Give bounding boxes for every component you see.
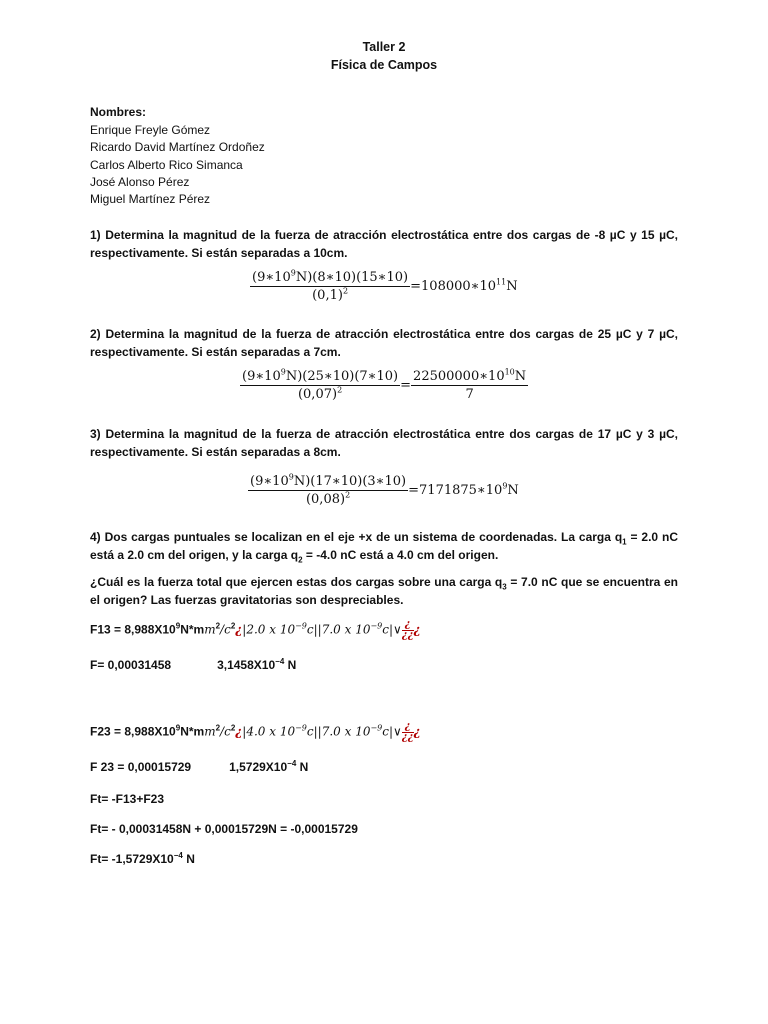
name-item: Enrique Freyle Gómez <box>90 123 211 137</box>
name-item: Miguel Martínez Pérez <box>90 192 211 206</box>
problem-4-question: ¿Cuál es la fuerza total que ejercen estas dos cargas sobre una carga $q_3 = 7.0$ nC que se encuentra en el origen? Las fuerzas gravitatorias son despreciables. <box>90 575 678 607</box>
name-item: José Alonso Pérez <box>90 175 190 189</box>
ft-formula: Ft= -F13+F23 <box>90 792 165 806</box>
name-item: Carlos Alberto Rico Simanca <box>90 158 243 172</box>
f23-equation: $F23 = 8,988X10^9N*mm^2/c^2¿|4.0$ x $10^{-9}c||7.0$ x $10^{-9}c|\vee$ $\frac{¿}{¿¿}$ ¿ <box>90 721 421 743</box>
name-item: Ricardo David Martínez Ordoñez <box>90 140 265 154</box>
document-title: Taller 2 <box>362 40 406 54</box>
problem-1-text: 1) Determina la magnitud de la fuerza de atracción electrostática entre dos cargas de -8 µC y 15 µC, respectivamente. Si están separadas a 10cm. <box>90 228 678 260</box>
problem-3-equation: $\frac{(9∗10^9N)(17∗10)(3∗10)}{(0,08)^2}$ $=7171875∗10^9N$ <box>250 472 519 507</box>
f13-result: F= 0,00031458 $3,1458X10^{-4}$ N <box>90 657 297 672</box>
f13-equation: $F13 = 8,988X10^9N*mm^2/c^2¿|2.0$ x $10^{-9}c||7.0$ x $10^{-9}c|\vee$ $\frac{¿}{¿¿}$ ¿ <box>90 619 421 641</box>
problem-2-equation: $\frac{(9∗10^9N)(25∗10)(7∗10)}{(0,07)^2}$ = $\frac{22500000∗10^{10}N}{7}$ <box>242 367 527 402</box>
ft-computation: Ft= - 0,00031458N + 0,00015729N = -0,00015729 <box>90 822 358 836</box>
problem-1-equation: $\frac{(9∗10^9N)(8∗10)(15∗10)}{(0,1)^2}$ $=108000∗10^{11}N$ <box>252 268 518 303</box>
f23-result: F 23 = 0,00015729 $1,5729X10^{-4}$ N <box>90 759 309 774</box>
problem-2-text: 2) Determina la magnitud de la fuerza de atracción electrostática entre dos cargas de 25 µC y 7 µC, respectivamente. Si están separadas a 7cm. <box>90 327 678 359</box>
names-label: Nombres: <box>90 105 147 119</box>
problem-4-text: 4) Dos cargas puntuales se localizan en el eje +x de un sistema de coordenadas. La carga $q_1 = 2.0$ nC está a 2.0 cm del origen, y la carga $q_2 = -4.0$ nC está a 4.0 cm del origen. <box>90 530 678 565</box>
ft-result: $Ft= -1,5729X10^{-4}$ N <box>90 851 195 866</box>
document-subtitle: Física de Campos <box>330 58 438 72</box>
problem-3-text: 3) Determina la magnitud de la fuerza de atracción electrostática entre dos cargas de 17 µC y 3 µC, respectivamente. Si están separadas a 8cm. <box>90 427 678 459</box>
